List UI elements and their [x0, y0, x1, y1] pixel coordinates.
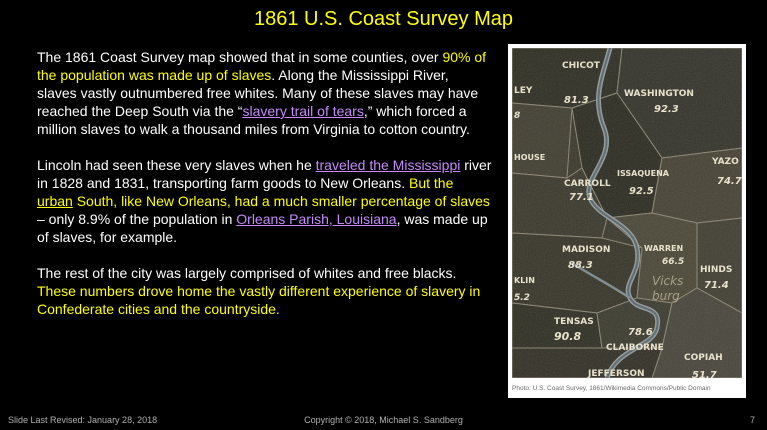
slide-title: 1861 U.S. Coast Survey Map [253, 8, 513, 30]
map-label: burg [652, 289, 680, 303]
coast-survey-map-image [512, 48, 742, 378]
text: river in 1828 and 1831, transporting farm goods to New Orleans. [37, 157, 492, 191]
map-label: COPIAH [684, 353, 723, 363]
map-label: Vicks [652, 274, 684, 288]
map-drawing [512, 48, 742, 378]
slide-body [37, 48, 492, 336]
text: . Along the Mississippi River, slaves vastly outnumbered free whites. Many of these slaves may have reached the Deep South via the “ [37, 67, 479, 119]
footer-revised-date: Slide Last Revised: January 28, 2018 [8, 415, 158, 425]
map-label: JEFFERSON [588, 369, 645, 378]
map-label: 74.7 [717, 176, 742, 187]
text: – only 8.9% of the population in [37, 211, 237, 227]
map-label: HOUSE [514, 153, 546, 162]
map-label: WARREN [644, 244, 684, 253]
map-label: 92.5 [629, 186, 654, 197]
photo-frame [508, 44, 746, 398]
footer-page-number: 7 [749, 415, 755, 425]
photo-credit: Photo: U.S. Coast Survey, 1861/Wikimedia Commons/Public Domain [512, 385, 711, 392]
paragraph-1 [37, 48, 492, 138]
map-label: ISSAQUENA [617, 169, 669, 178]
highlight-text: 90% of the population was made up of slaves [37, 49, 487, 83]
paragraph-3 [37, 264, 492, 318]
map-label: 90.8 [554, 330, 582, 343]
link-traveled-the-mississippi[interactable]: traveled the Mississippi [315, 157, 461, 173]
link-urban[interactable]: urban [37, 193, 73, 209]
map-label: WASHINGTON [624, 89, 694, 99]
map-label: 66.5 [662, 257, 685, 267]
text: Lincoln had seen these very slaves when he [37, 157, 316, 173]
map-label: 81.3 [564, 95, 589, 106]
map-label: 8 [514, 111, 521, 121]
map-label: MADISON [562, 245, 611, 255]
map-label: YAZO [712, 157, 739, 167]
map-label: 92.3 [654, 104, 679, 115]
footer-copyright: Copyright © 2018, Michael S. Sandberg [304, 415, 463, 425]
highlight-text: But the [409, 175, 454, 191]
map-label: KLIN [514, 276, 535, 285]
map-label: 51.7 [692, 370, 717, 378]
link-orleans-parish[interactable]: Orleans Parish, Louisiana [236, 211, 397, 227]
map-label: 77.1 [569, 192, 594, 203]
map-label: HINDS [700, 265, 733, 275]
text: The 1861 Coast Survey map showed that in some counties, over [37, 49, 443, 65]
paragraph-2 [37, 156, 492, 246]
map-label: TENSAS [554, 317, 594, 327]
link-slavery-trail-of-tears[interactable]: slavery trail of tears [242, 103, 364, 119]
map-label: 71.4 [704, 280, 729, 291]
text: The rest of the city was largely comprised of whites and free blacks. [37, 265, 457, 281]
highlight-text: These numbers drove home the vastly different experience of slavery in Confederate cities and the countryside. [37, 283, 481, 317]
text: ,” which forced a million slaves to walk a thousand miles from Virginia to cotton country. [37, 103, 470, 137]
map-label: CLAIBORNE [606, 343, 664, 353]
map-label: CARROLL [564, 179, 611, 189]
map-label: 5.2 [514, 293, 530, 303]
map-label: CHICOT [562, 61, 600, 71]
map-label: 88.3 [568, 260, 593, 271]
text: , was made up of slaves, for example. [37, 211, 488, 245]
map-label: 78.6 [628, 327, 653, 338]
highlight-text: South, like New Orleans, had a much smaller percentage of slaves [72, 193, 490, 209]
map-label: LEY [514, 86, 533, 96]
